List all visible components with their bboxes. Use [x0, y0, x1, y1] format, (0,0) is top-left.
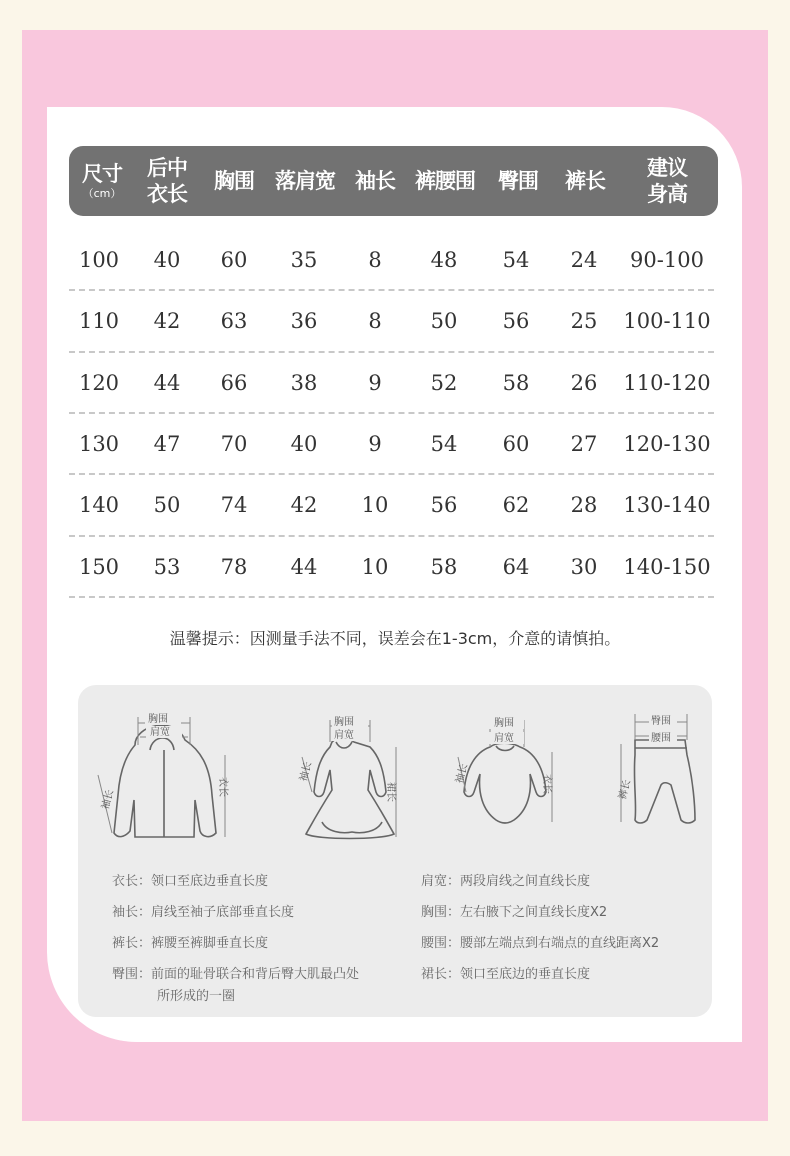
cell-height: 90-100 — [630, 248, 704, 272]
cell-pants-length: 24 — [570, 248, 598, 272]
measurement-tip: 温馨提示：因测量手法不同，误差会在1-3cm，介意的请慎拍。 — [169, 629, 621, 648]
jacket-outline-icon — [114, 725, 216, 837]
dress-figure — [292, 712, 412, 852]
jacket-chest-label: 胸围 — [148, 714, 168, 725]
cell-chest: 74 — [220, 493, 248, 518]
cell-pants-length: 26 — [570, 370, 598, 395]
def-hip-value: 前面的耻骨联合和背后臀大肌最凸处 — [151, 967, 360, 982]
cell-waist: 50 — [430, 309, 458, 334]
cell-hip: 56 — [502, 309, 530, 334]
table-row — [69, 353, 714, 414]
pants-outline-icon — [634, 740, 695, 823]
dress-length-label: 裙长 — [385, 782, 396, 802]
header-waist-label: 裤腰围 — [415, 169, 475, 193]
cell-height: 130-140 — [623, 493, 711, 518]
header-back-length-line2: 衣长 — [147, 182, 187, 206]
header-pants-length-label: 裤长 — [565, 169, 605, 193]
dress-outline-icon — [306, 738, 394, 838]
cell-shoulder: 44 — [290, 554, 318, 579]
def-waist — [421, 933, 659, 955]
header-waist — [405, 146, 485, 216]
cell-shoulder: 36 — [290, 309, 318, 334]
header-size-label: 尺寸 — [82, 162, 122, 186]
def-waist-value: 腰部左端点到右端点的直线距离X2 — [460, 936, 660, 951]
cell-height: 100-110 — [623, 309, 711, 334]
cell-size: 150 — [78, 554, 120, 579]
cell-sleeve: 8 — [368, 248, 382, 272]
cell-height: 140-150 — [623, 554, 711, 579]
def-hip — [112, 964, 359, 986]
def-dress-length-value: 领口至底边的垂直长度 — [460, 967, 591, 982]
cell-back-length: 47 — [153, 431, 181, 456]
cell-size: 110 — [78, 309, 120, 334]
cell-waist: 52 — [430, 370, 458, 395]
cell-back-length: 50 — [153, 493, 181, 518]
definitions-right — [421, 871, 659, 986]
cell-pants-length: 30 — [570, 554, 598, 579]
def-waist-key: 腰围： — [421, 936, 461, 951]
cell-hip: 64 — [502, 554, 530, 579]
row-divider — [69, 596, 714, 598]
def-chest-value: 左右腋下之间直线长度X2 — [460, 905, 608, 920]
header-hip-label: 臀围 — [498, 169, 538, 193]
def-chest — [421, 902, 659, 924]
cell-waist: 58 — [430, 554, 458, 579]
romper-chest-label: 胸围 — [494, 718, 514, 729]
pants-hip-label: 臀围 — [651, 716, 671, 727]
header-size — [72, 146, 132, 216]
cell-hip: 54 — [502, 248, 530, 272]
header-size-unit: （cm） — [82, 187, 122, 200]
cell-sleeve: 9 — [368, 370, 382, 395]
cell-size: 100 — [78, 248, 120, 272]
def-pants-length-key: 裤长： — [112, 936, 152, 951]
def-hip-cont — [112, 986, 359, 1008]
def-shoulder — [421, 871, 659, 893]
romper-outline-icon — [464, 743, 546, 823]
header-chest-label: 胸围 — [214, 169, 254, 193]
cell-shoulder: 38 — [290, 370, 318, 395]
def-hip-value-cont: 所形成的一圈 — [157, 989, 236, 1004]
def-shoulder-value: 两段肩线之间直线长度 — [460, 874, 591, 889]
cell-chest: 63 — [220, 309, 248, 334]
cell-pants-length: 25 — [570, 309, 598, 334]
jacket-shoulder-label: 肩宽 — [150, 727, 170, 738]
def-sleeve — [112, 902, 359, 924]
table-row — [69, 414, 714, 475]
romper-shoulder-label: 肩宽 — [494, 733, 514, 744]
cell-waist: 54 — [430, 431, 458, 456]
cell-chest: 78 — [220, 554, 248, 579]
cell-height: 120-130 — [623, 431, 711, 456]
cell-back-length: 42 — [153, 309, 181, 334]
jacket-length-label: 衣长 — [217, 777, 228, 797]
header-sleeve-label: 袖长 — [355, 169, 395, 193]
dress-shoulder-label: 肩宽 — [334, 730, 354, 741]
cell-hip: 62 — [502, 493, 530, 518]
cell-back-length: 40 — [153, 248, 181, 272]
romper-figure — [448, 712, 578, 842]
dress-sleeve-label: 袖长 — [298, 760, 315, 783]
cell-sleeve: 8 — [368, 309, 382, 334]
romper-sleeve-label: 袖长 — [454, 762, 471, 785]
header-back-length — [137, 146, 197, 216]
cell-sleeve: 10 — [361, 554, 389, 579]
jacket-figure — [90, 705, 250, 855]
header-sleeve — [346, 146, 404, 216]
table-row — [69, 230, 714, 291]
def-sleeve-key: 袖长： — [112, 905, 152, 920]
header-hip — [489, 146, 547, 216]
header-height-line1: 建议 — [647, 156, 687, 180]
cell-pants-length: 28 — [570, 493, 598, 518]
cell-size: 130 — [78, 431, 120, 456]
def-dress-length-key: 裙长： — [421, 967, 461, 982]
cell-shoulder: 42 — [290, 493, 318, 518]
header-height — [636, 146, 698, 216]
definitions-left — [112, 871, 359, 1008]
cell-sleeve: 10 — [361, 493, 389, 518]
def-shoulder-key: 肩宽： — [421, 874, 461, 889]
cell-shoulder: 40 — [290, 431, 318, 456]
cell-hip: 58 — [502, 370, 530, 395]
def-dress-length — [421, 964, 659, 986]
cell-pants-length: 27 — [570, 431, 598, 456]
cell-sleeve: 9 — [368, 431, 382, 456]
def-length-key: 衣长： — [112, 874, 152, 889]
cell-shoulder: 35 — [290, 248, 318, 272]
def-hip-key: 臀围： — [112, 967, 152, 982]
cell-hip: 60 — [502, 431, 530, 456]
header-height-line2: 身高 — [647, 182, 687, 206]
cell-back-length: 44 — [153, 370, 181, 395]
pants-figure — [605, 710, 705, 840]
header-pants-length — [555, 146, 615, 216]
cell-back-length: 53 — [153, 554, 181, 579]
def-chest-key: 胸围： — [421, 905, 461, 920]
pants-waist-label: 腰围 — [651, 733, 671, 744]
def-pants-length — [112, 933, 359, 955]
cell-waist: 56 — [430, 493, 458, 518]
table-row — [69, 291, 714, 352]
cell-chest: 66 — [220, 370, 248, 395]
dress-chest-label: 胸围 — [334, 717, 354, 728]
header-back-length-line1: 后中 — [147, 156, 187, 180]
cell-waist: 48 — [430, 248, 458, 272]
table-row — [69, 475, 714, 536]
header-chest — [204, 146, 264, 216]
header-shoulder-label: 落肩宽 — [275, 169, 335, 193]
pants-length-label: 裤长 — [617, 778, 634, 801]
romper-length-label: 衣长 — [541, 774, 552, 794]
cell-height: 110-120 — [623, 370, 711, 395]
header-shoulder — [266, 146, 344, 216]
def-sleeve-value: 肩线至袖子底部垂直长度 — [151, 905, 295, 920]
cell-chest: 60 — [220, 248, 248, 272]
cell-size: 140 — [78, 493, 120, 518]
cell-chest: 70 — [220, 431, 248, 456]
def-length-value: 领口至底边垂直长度 — [151, 874, 269, 889]
jacket-sleeve-label: 袖长 — [100, 788, 117, 811]
def-pants-length-value: 裤腰至裤脚垂直长度 — [151, 936, 269, 951]
cell-size: 120 — [78, 370, 120, 395]
def-length — [112, 871, 359, 893]
table-row — [69, 537, 714, 598]
